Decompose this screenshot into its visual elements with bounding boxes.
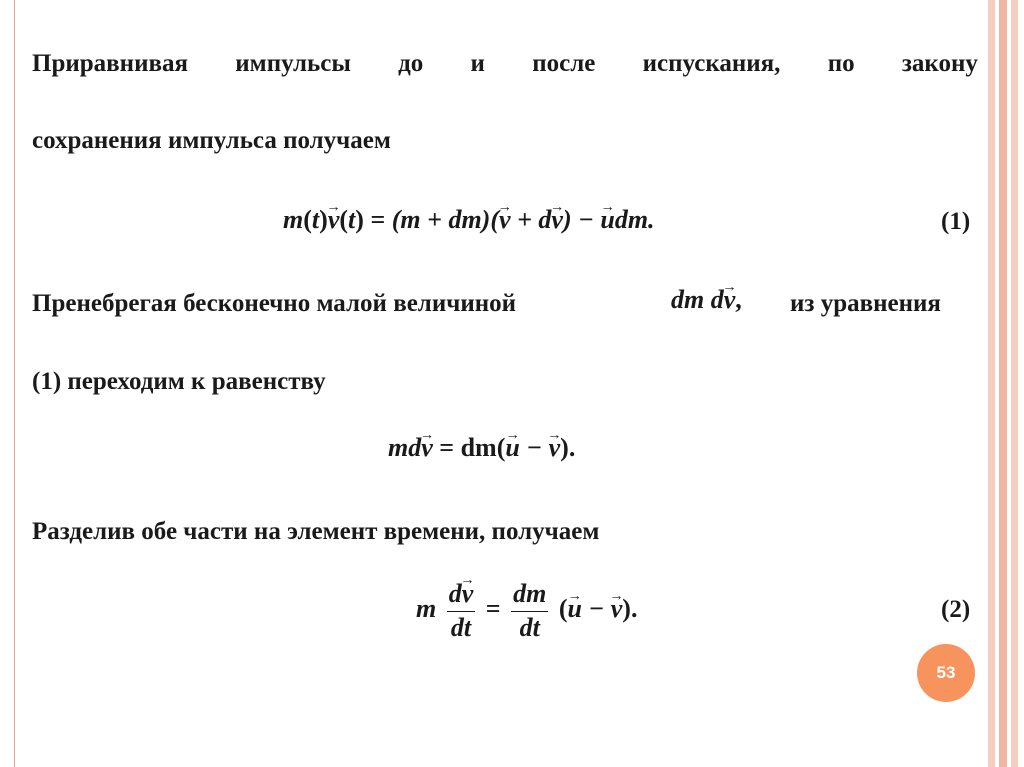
paragraph-2-left: Пренебрегая бесконечно малой величиной (32, 290, 517, 317)
word: Приравнивая (32, 50, 188, 77)
word: импульсы (235, 50, 351, 77)
vector-v: → v (724, 285, 736, 315)
fraction-dm-dt: $\frac{dm}{dt}$ (513, 579, 547, 642)
vector-v: → v (462, 578, 474, 611)
word: по (827, 50, 855, 77)
inline-math-dm-dv: dm d→ v, (671, 285, 742, 315)
paragraph-1-line-2: сохранения импульса получаем (32, 127, 391, 154)
vector-u: → u (600, 205, 614, 235)
equation-3-number: (2) (941, 596, 971, 623)
equation-2: md→ v = dm(→ u − → v). (388, 433, 575, 463)
vector-u: → u (568, 594, 582, 624)
word: после (532, 50, 596, 77)
vector-v: → v (549, 433, 561, 463)
fraction-dv-dt: $\frac{d\to v}{dt}$ (447, 578, 476, 644)
word: испускания, (642, 50, 781, 77)
equation-1-number: (1) (941, 208, 971, 235)
vector-u: → u (505, 433, 519, 463)
vector-v: → v (611, 594, 623, 624)
page-number-badge: 53 (917, 644, 975, 702)
vector-v: → v (421, 433, 433, 463)
paragraph-2-line-2: (1) переходим к равенству (32, 368, 326, 395)
vector-v: → v (499, 205, 511, 235)
paragraph-3: Разделив обе части на элемент времени, получаем (32, 518, 600, 545)
vector-v: → v (328, 205, 340, 235)
equation-3: m $\frac{d\to v}{dt}$ = $\frac{dm}{dt}$ (→ u − → v). (416, 578, 637, 644)
paragraph-1-line-1 (32, 50, 978, 78)
slide-left-border (14, 0, 15, 767)
word: до (398, 50, 424, 77)
paragraph-2-right: из уравнения (790, 290, 941, 317)
equation-1: m(t)→ v(t) = (m + dm)(→ v + d→ v) − → udm. (283, 205, 655, 235)
word: и (470, 50, 485, 77)
word: закону (901, 50, 978, 77)
decorative-stripes (980, 0, 1024, 767)
vector-v: → v (551, 205, 563, 235)
